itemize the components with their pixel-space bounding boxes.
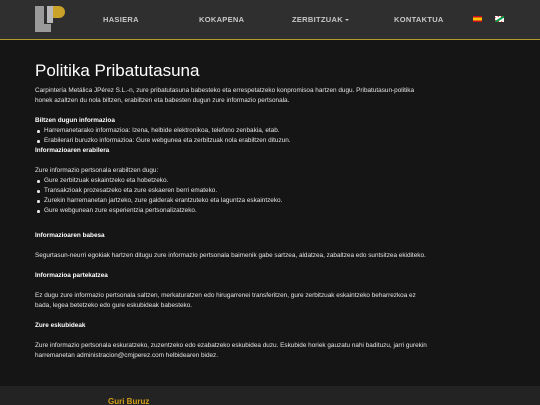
es-flag-icon[interactable] — [473, 16, 482, 22]
use-list — [35, 176, 515, 216]
nav-zerbitzuak-dropdown[interactable]: ZERBITZUAK — [292, 15, 349, 24]
section-heading-rights: Zure eskubideak — [35, 322, 86, 329]
list-item: Gure webgunean zure esperientzia pertsonalizatzeko. — [35, 206, 515, 216]
section-heading-use: Informazioaren erabilera — [35, 147, 110, 154]
eu-flag-icon[interactable] — [495, 16, 504, 22]
sharing-text-line-2: bada, legea betetzeko edo gure eskubideak babesteko. — [35, 302, 193, 309]
nav-kokapena[interactable]: KOKAPENA — [199, 15, 245, 24]
list-item: Gure zerbitzuak eskaintzeko eta hobetzeko. — [35, 176, 515, 186]
sharing-text-line-1: Ez dugu zure informazio pertsonala saltzen, merkaturatzen edo hirugarrenei transferitzen, gure zerbitzuak eskaintzeko beharrezkoa ez — [35, 292, 416, 299]
list-item: Harremanetarako informazioa: Izena, helbide elektronikoa, telefono zenbakia, etab. — [35, 126, 515, 136]
collect-list — [35, 126, 515, 146]
rights-text-line-2: harremanetan administracion@cmjperez.com helbidearen bidez. — [35, 352, 219, 359]
navbar — [0, 0, 540, 40]
section-heading-collect: Biltzen dugun informazioa — [35, 117, 115, 124]
list-item: Transakzioak prozesatzeko eta zure eskaeren berri emateko. — [35, 186, 515, 196]
nav-hasiera[interactable]: HASIERA — [103, 15, 139, 24]
section-heading-sharing: Informazioa partekatzea — [35, 272, 108, 279]
page-title: Politika Pribatutasuna — [35, 61, 200, 80]
company-logo[interactable] — [33, 4, 65, 36]
rights-text-line-1: Zure informazio pertsonala eskuratzeko, zuzentzeko edo ezabatzeko eskubidea duzu. Eskubide horiek gauzatu nahi badituzu, jarri gurekin — [35, 342, 427, 349]
intro-text-line-2: honek azaltzen du nola biltzen, erabiltzen eta babesten dugun zure informazio pertsonala. — [35, 97, 290, 104]
list-item: Zurekin harremanetan jartzeko, zure galderak erantzuteko eta laguntza eskaintzeko. — [35, 196, 515, 206]
main-content — [35, 62, 515, 361]
section-heading-protection: Informazioaren babesa — [35, 232, 105, 239]
protection-text: Segurtasun-neurri egokiak hartzen ditugu zure informazio pertsonala baimenik gabe sartzea, aldatzea, zabaltzea edo suntsitzea ekiditeko. — [35, 252, 426, 259]
nav-kontaktua[interactable]: KONTAKTUA — [394, 15, 444, 24]
intro-text-line-1: Carpintería Metálica JPérez S.L.-n, zure pribatutasuna babesteko eta errespetatzeko konpromisoa hartzen dugu. Pribatutasun-politika — [35, 87, 415, 94]
footer-title: Guri Buruz — [108, 397, 150, 405]
use-intro-text: Zure informazio pertsonala erabiltzen dugu: — [35, 167, 159, 174]
list-item: Erabilerari buruzko informazioa: Gure webgunea eta zerbitzuak nola erabiltzen dituzun. — [35, 136, 515, 146]
footer — [0, 386, 540, 405]
